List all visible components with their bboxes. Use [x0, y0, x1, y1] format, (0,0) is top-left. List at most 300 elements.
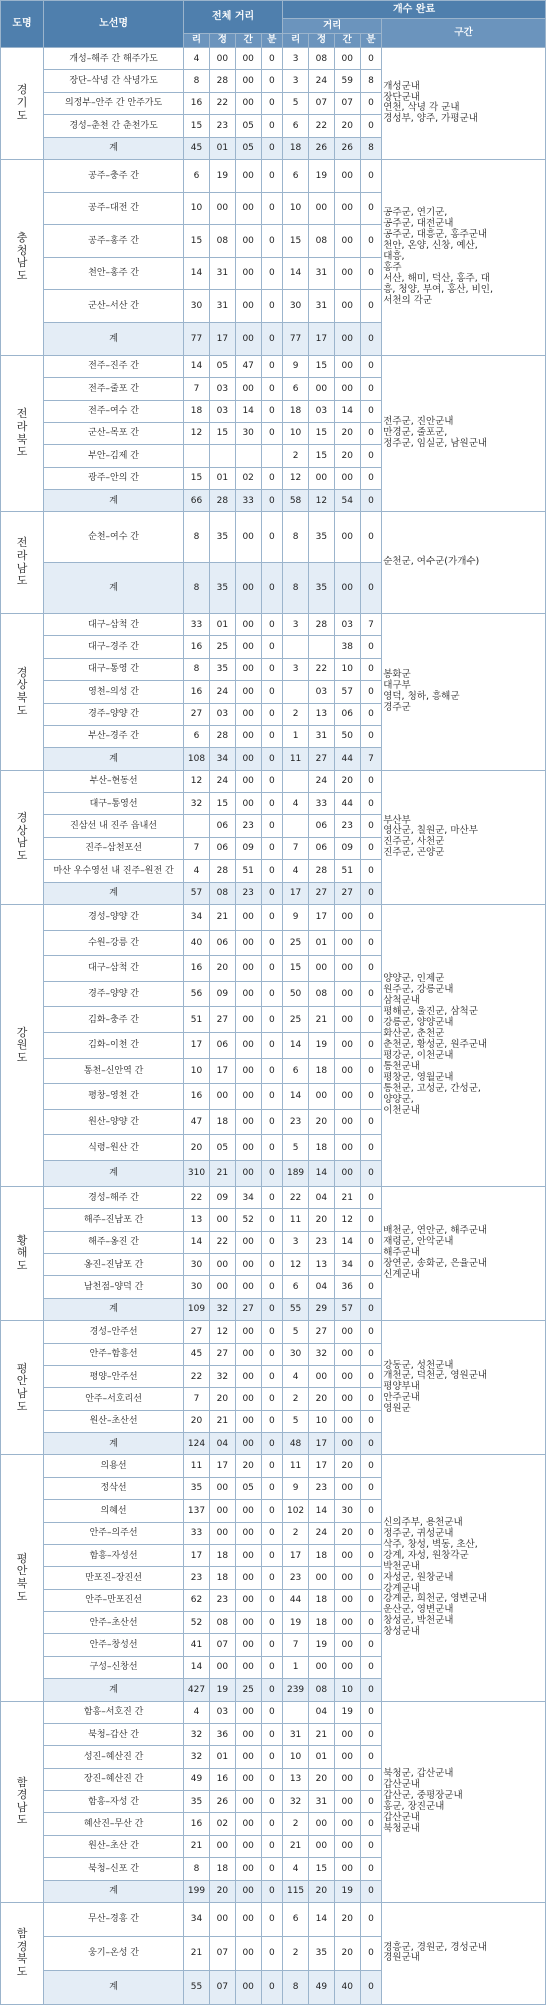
total-distance-bun: 0 — [261, 467, 283, 489]
total-distance-ri: 124 — [184, 1433, 210, 1455]
completed-distance-gan: 00 — [334, 1544, 360, 1566]
completed-distance-ri: 4 — [283, 1858, 309, 1880]
header-route: 노선명 — [44, 1, 184, 48]
total-distance-bun: 0 — [261, 1522, 283, 1544]
completed-distance-ri: 239 — [283, 1679, 309, 1701]
province-name-gyeongnam: 경 상 남 도 — [1, 770, 44, 904]
completed-distance-jeong: 01 — [308, 1746, 334, 1768]
total-distance-bun: 0 — [261, 793, 283, 815]
total-distance-ri: 51 — [184, 1007, 210, 1033]
total-distance-bun: 0 — [261, 490, 283, 512]
total-distance-bun: 0 — [261, 1388, 283, 1410]
total-distance-jeong: 24 — [209, 681, 235, 703]
completed-distance-bun: 0 — [360, 636, 382, 658]
completed-distance-bun: 0 — [360, 490, 382, 512]
total-distance-gan: 00 — [235, 1813, 261, 1835]
total-distance-bun: 0 — [261, 1746, 283, 1768]
route-name: 함흥–자성 간 — [44, 1791, 184, 1813]
completed-distance-jeong: 13 — [308, 703, 334, 725]
completed-distance-jeong: 04 — [308, 1186, 334, 1208]
total-distance-gan: 00 — [235, 1701, 261, 1723]
completed-distance-gan: 00 — [334, 192, 360, 225]
completed-distance-jeong: 08 — [308, 48, 334, 70]
completed-distance-ri: 6 — [283, 1058, 309, 1084]
completed-distance-jeong: 28 — [308, 614, 334, 636]
total-distance-jeong: 06 — [209, 1033, 235, 1059]
total-distance-bun: 0 — [261, 225, 283, 258]
total-distance-ri: 8 — [184, 512, 210, 563]
total-distance-bun: 0 — [261, 159, 283, 192]
completed-distance-bun: 0 — [360, 1084, 382, 1110]
total-distance-jeong: 04 — [209, 1433, 235, 1455]
total-distance-ri: 199 — [184, 1880, 210, 1902]
total-distance-bun: 0 — [261, 1033, 283, 1059]
total-distance-jeong: 17 — [209, 1058, 235, 1084]
total-distance-bun: 0 — [261, 860, 283, 882]
completed-distance-bun: 0 — [360, 48, 382, 70]
total-distance-ri: 30 — [184, 1254, 210, 1276]
route-name: 북청–갑산 간 — [44, 1723, 184, 1745]
total-distance-bun: 0 — [261, 1161, 283, 1187]
route-name: 안주–만포진선 — [44, 1589, 184, 1611]
total-distance-gan: 00 — [235, 1007, 261, 1033]
total-distance-gan: 34 — [235, 1186, 261, 1208]
completed-distance-jeong: 23 — [308, 1477, 334, 1499]
total-label: 계 — [44, 490, 184, 512]
completed-distance-bun: 0 — [360, 1567, 382, 1589]
total-distance-ri — [184, 815, 210, 837]
route-name: 공주–대전 간 — [44, 192, 184, 225]
total-distance-ri: 56 — [184, 981, 210, 1007]
completed-distance-ri: 7 — [283, 1634, 309, 1656]
total-distance-ri: 62 — [184, 1589, 210, 1611]
total-distance-jeong: 27 — [209, 1007, 235, 1033]
completed-distance-gan: 07 — [334, 92, 360, 114]
completed-distance-bun: 0 — [360, 1768, 382, 1790]
completed-distance-gan: 00 — [334, 1433, 360, 1455]
total-distance-jeong: 06 — [209, 930, 235, 956]
total-distance-gan: 00 — [235, 1276, 261, 1298]
route-name: 원산–초산선 — [44, 1410, 184, 1432]
completed-distance-gan: 19 — [334, 1701, 360, 1723]
total-distance-jeong: 00 — [209, 1084, 235, 1110]
completed-distance-gan: 20 — [334, 1455, 360, 1477]
completed-distance-ri: 2 — [283, 1813, 309, 1835]
total-distance-gan: 00 — [235, 1321, 261, 1343]
completed-distance-jeong: 13 — [308, 1254, 334, 1276]
total-distance-ri: 40 — [184, 930, 210, 956]
completed-distance-ri: 10 — [283, 422, 309, 444]
route-name: 진주–삼천포선 — [44, 837, 184, 859]
completed-distance-gan: 51 — [334, 860, 360, 882]
completed-distance-bun: 0 — [360, 837, 382, 859]
total-distance-ri: 57 — [184, 882, 210, 904]
route-name: 장진–혜산진 간 — [44, 1768, 184, 1790]
completed-distance-jeong: 21 — [308, 1007, 334, 1033]
route-name: 순천–여수 간 — [44, 512, 184, 563]
total-distance-bun: 0 — [261, 703, 283, 725]
total-label: 계 — [44, 1970, 184, 2004]
total-distance-jeong: 35 — [209, 658, 235, 680]
total-distance-bun: 0 — [261, 1365, 283, 1387]
completed-distance-bun: 0 — [360, 1835, 382, 1857]
completed-distance-gan: 00 — [334, 323, 360, 356]
total-distance-ri: 7 — [184, 378, 210, 400]
completed-distance-gan: 00 — [334, 1768, 360, 1790]
total-distance-gan: 00 — [235, 681, 261, 703]
completed-distance-bun: 0 — [360, 1058, 382, 1084]
completed-distance-jeong: 00 — [308, 1365, 334, 1387]
completed-distance-jeong: 17 — [308, 904, 334, 930]
completed-distance-bun: 0 — [360, 725, 382, 747]
completed-distance-ri: 23 — [283, 1567, 309, 1589]
completed-distance-gan: 00 — [334, 1058, 360, 1084]
completed-distance-bun: 0 — [360, 159, 382, 192]
province-name-hwanghae: 황 해 도 — [1, 1186, 44, 1320]
total-distance-ri: 14 — [184, 257, 210, 290]
completed-distance-ri: 102 — [283, 1500, 309, 1522]
route-name: 전주–줄포 간 — [44, 378, 184, 400]
completed-distance-jeong: 01 — [308, 930, 334, 956]
completed-distance-jeong: 15 — [308, 422, 334, 444]
total-distance-jeong: 00 — [209, 1902, 235, 1936]
completed-distance-ri: 30 — [283, 1343, 309, 1365]
total-distance-ri: 35 — [184, 1791, 210, 1813]
completed-distance-jeong: 35 — [308, 512, 334, 563]
completed-distance-jeong: 12 — [308, 490, 334, 512]
completed-distance-gan: 20 — [334, 770, 360, 792]
total-distance-gan: 00 — [235, 1858, 261, 1880]
total-distance-bun: 0 — [261, 904, 283, 930]
total-distance-jeong: 28 — [209, 725, 235, 747]
completed-distance-jeong: 33 — [308, 793, 334, 815]
completed-distance-ri: 18 — [283, 137, 309, 159]
province-name-pyeongbuk: 평 안 북 도 — [1, 1455, 44, 1701]
completed-distance-gan: 00 — [334, 1365, 360, 1387]
completed-distance-jeong: 00 — [308, 1656, 334, 1678]
route-name: 천안–홍주 간 — [44, 257, 184, 290]
completed-distance-ri: 5 — [283, 1410, 309, 1432]
completed-distance-ri: 8 — [283, 1970, 309, 2004]
completed-distance-gan: 10 — [334, 1679, 360, 1701]
completed-distance-bun: 8 — [360, 137, 382, 159]
total-distance-jeong: 00 — [209, 1276, 235, 1298]
total-distance-gan: 05 — [235, 1477, 261, 1499]
completed-distance-gan: 20 — [334, 1522, 360, 1544]
completed-distance-gan: 00 — [334, 1791, 360, 1813]
completed-distance-gan: 14 — [334, 400, 360, 422]
route-name: 수원–강릉 간 — [44, 930, 184, 956]
total-distance-jeong: 08 — [209, 1612, 235, 1634]
route-name: 만포진–장진선 — [44, 1567, 184, 1589]
completed-distance-gan: 00 — [334, 1813, 360, 1835]
completed-distance-jeong: 19 — [308, 1634, 334, 1656]
total-distance-gan: 00 — [235, 658, 261, 680]
completed-distance-bun: 0 — [360, 512, 382, 563]
completed-distance-ri: 17 — [283, 882, 309, 904]
completed-distance-bun: 0 — [360, 563, 382, 614]
total-distance-gan: 00 — [235, 1161, 261, 1187]
total-distance-gan: 00 — [235, 636, 261, 658]
completed-distance-jeong: 20 — [308, 1209, 334, 1231]
total-distance-bun: 0 — [261, 92, 283, 114]
completed-distance-ri: 14 — [283, 1084, 309, 1110]
total-distance-ri: 8 — [184, 1858, 210, 1880]
header-total-distance: 전체 거리 — [184, 1, 283, 34]
total-distance-bun — [261, 445, 283, 467]
total-distance-jeong: 25 — [209, 636, 235, 658]
header-distance: 거리 — [283, 19, 382, 34]
completed-distance-ri: 1 — [283, 1656, 309, 1678]
completed-distance-ri: 15 — [283, 225, 309, 258]
completed-distance-bun: 0 — [360, 956, 382, 982]
total-distance-jeong: 16 — [209, 1768, 235, 1790]
completed-distance-ri: 8 — [283, 512, 309, 563]
total-distance-jeong: 18 — [209, 1858, 235, 1880]
completed-distance-jeong: 26 — [308, 137, 334, 159]
total-distance-jeong: 00 — [209, 1477, 235, 1499]
total-distance-bun: 0 — [261, 1813, 283, 1835]
completed-distance-gan: 00 — [334, 467, 360, 489]
completed-distance-ri: 25 — [283, 930, 309, 956]
completed-distance-jeong: 00 — [308, 1567, 334, 1589]
route-name: 경성–안주선 — [44, 1321, 184, 1343]
total-distance-gan: 00 — [235, 512, 261, 563]
total-distance-bun: 0 — [261, 192, 283, 225]
total-distance-bun: 0 — [261, 1835, 283, 1857]
completed-distance-jeong: 23 — [308, 1231, 334, 1253]
completed-distance-jeong: 24 — [308, 70, 334, 92]
total-distance-gan: 25 — [235, 1679, 261, 1701]
total-distance-bun: 0 — [261, 1084, 283, 1110]
completed-distance-bun: 0 — [360, 422, 382, 444]
total-distance-gan: 00 — [235, 70, 261, 92]
completed-distance-gan: 00 — [334, 981, 360, 1007]
completed-distance-bun: 0 — [360, 1589, 382, 1611]
completed-distance-gan: 00 — [334, 1634, 360, 1656]
completed-distance-ri: 31 — [283, 1723, 309, 1745]
total-distance-jeong: 00 — [209, 1209, 235, 1231]
province-name-chungnam: 충 청 남 도 — [1, 159, 44, 355]
completed-distance-jeong: 00 — [308, 192, 334, 225]
total-distance-ri: 15 — [184, 115, 210, 137]
completed-distance-gan: 00 — [334, 1723, 360, 1745]
completed-distance-jeong: 18 — [308, 1589, 334, 1611]
total-distance-ri: 16 — [184, 681, 210, 703]
completed-distance-gan: 00 — [334, 1161, 360, 1187]
completed-distance-bun: 0 — [360, 1410, 382, 1432]
total-distance-jeong: 01 — [209, 137, 235, 159]
total-distance-bun: 0 — [261, 323, 283, 356]
total-distance-ri: 33 — [184, 614, 210, 636]
completed-distance-bun: 0 — [360, 1500, 382, 1522]
total-distance-jeong: 28 — [209, 860, 235, 882]
total-distance-ri: 11 — [184, 1455, 210, 1477]
completed-distance-jeong: 27 — [308, 882, 334, 904]
completed-distance-jeong: 19 — [308, 1033, 334, 1059]
completed-distance-gan: 03 — [334, 614, 360, 636]
total-distance-gan: 00 — [235, 703, 261, 725]
completed-distance-ri: 44 — [283, 1589, 309, 1611]
total-distance-bun: 0 — [261, 636, 283, 658]
completed-distance-bun: 0 — [360, 1298, 382, 1320]
total-distance-jeong: 20 — [209, 1388, 235, 1410]
total-label: 계 — [44, 1433, 184, 1455]
total-distance-gan — [235, 445, 261, 467]
total-distance-bun: 0 — [261, 422, 283, 444]
total-label: 계 — [44, 563, 184, 614]
route-name: 군산–목포 간 — [44, 422, 184, 444]
total-distance-jeong: 20 — [209, 956, 235, 982]
completed-distance-bun: 0 — [360, 882, 382, 904]
total-distance-ri: 10 — [184, 1058, 210, 1084]
total-distance-bun: 0 — [261, 1410, 283, 1432]
total-distance-bun: 0 — [261, 725, 283, 747]
completed-distance-ri: 77 — [283, 323, 309, 356]
completed-distance-bun: 0 — [360, 1656, 382, 1678]
total-distance-jeong: 23 — [209, 1589, 235, 1611]
completed-distance-bun: 0 — [360, 1161, 382, 1187]
completed-distance-jeong: 27 — [308, 1321, 334, 1343]
completed-distance-gan: 00 — [334, 257, 360, 290]
total-distance-jeong: 00 — [209, 1656, 235, 1678]
completed-distance-jeong: 32 — [308, 1343, 334, 1365]
section-description-gyeongbuk: 봉화군 대구부 영덕, 청하, 흥해군 경주군 — [382, 614, 546, 771]
completed-distance-bun: 0 — [360, 1109, 382, 1135]
province-name-hamnam: 함 경 남 도 — [1, 1701, 44, 1902]
completed-distance-gan: 20 — [334, 1936, 360, 1970]
route-name: 의혜선 — [44, 1500, 184, 1522]
province-name-hambuk: 함 경 북 도 — [1, 1902, 44, 2004]
completed-distance-bun: 0 — [360, 467, 382, 489]
completed-distance-gan: 00 — [334, 1007, 360, 1033]
total-distance-ri: 66 — [184, 490, 210, 512]
total-label: 계 — [44, 1298, 184, 1320]
route-name: 함흥–자성선 — [44, 1544, 184, 1566]
route-name: 안주–서호리선 — [44, 1388, 184, 1410]
total-distance-bun: 0 — [261, 48, 283, 70]
total-distance-gan: 27 — [235, 1298, 261, 1320]
completed-distance-gan: 00 — [334, 1343, 360, 1365]
completed-distance-ri: 6 — [283, 378, 309, 400]
unit-gan-done: 간 — [334, 34, 360, 48]
table-row — [1, 614, 546, 636]
total-distance-jeong: 21 — [209, 904, 235, 930]
completed-distance-bun: 0 — [360, 1701, 382, 1723]
completed-distance-ri: 3 — [283, 614, 309, 636]
total-distance-bun: 0 — [261, 614, 283, 636]
total-distance-ri: 22 — [184, 1365, 210, 1387]
total-distance-jeong: 22 — [209, 92, 235, 114]
completed-distance-gan: 14 — [334, 1231, 360, 1253]
total-distance-gan: 00 — [235, 1612, 261, 1634]
total-distance-ri: 15 — [184, 225, 210, 258]
total-distance-gan: 00 — [235, 1365, 261, 1387]
completed-distance-ri: 10 — [283, 1746, 309, 1768]
total-distance-bun: 0 — [261, 1936, 283, 1970]
total-distance-gan: 00 — [235, 614, 261, 636]
total-distance-bun: 0 — [261, 1723, 283, 1745]
completed-distance-gan: 00 — [334, 1477, 360, 1499]
completed-distance-ri: 189 — [283, 1161, 309, 1187]
completed-distance-jeong: 21 — [308, 1723, 334, 1745]
total-distance-ri: 427 — [184, 1679, 210, 1701]
route-name: 안주–창성선 — [44, 1634, 184, 1656]
total-distance-bun: 0 — [261, 1500, 283, 1522]
unit-jeong-done: 정 — [308, 34, 334, 48]
completed-distance-jeong: 28 — [308, 860, 334, 882]
completed-distance-bun: 0 — [360, 323, 382, 356]
total-distance-bun: 0 — [261, 658, 283, 680]
completed-distance-jeong: 06 — [308, 837, 334, 859]
route-name: 함흥–서호진 간 — [44, 1701, 184, 1723]
total-distance-bun: 0 — [261, 1612, 283, 1634]
completed-distance-jeong: 08 — [308, 225, 334, 258]
completed-distance-gan: 21 — [334, 1186, 360, 1208]
completed-distance-gan: 57 — [334, 1298, 360, 1320]
completed-distance-ri: 2 — [283, 1936, 309, 1970]
completed-distance-jeong: 49 — [308, 1970, 334, 2004]
completed-distance-jeong — [308, 636, 334, 658]
total-distance-jeong: 28 — [209, 490, 235, 512]
total-distance-jeong: 17 — [209, 323, 235, 356]
total-distance-bun: 0 — [261, 1567, 283, 1589]
completed-distance-bun: 0 — [360, 981, 382, 1007]
total-distance-gan: 00 — [235, 1231, 261, 1253]
completed-distance-ri: 4 — [283, 793, 309, 815]
completed-distance-bun: 0 — [360, 1135, 382, 1161]
total-distance-ri: 310 — [184, 1161, 210, 1187]
total-distance-gan: 00 — [235, 378, 261, 400]
route-name: 북청–신포 간 — [44, 1858, 184, 1880]
total-distance-gan: 00 — [235, 159, 261, 192]
completed-distance-bun: 7 — [360, 748, 382, 770]
total-distance-gan: 00 — [235, 793, 261, 815]
completed-distance-bun: 0 — [360, 1033, 382, 1059]
total-distance-jeong: 32 — [209, 1365, 235, 1387]
completed-distance-jeong: 31 — [308, 290, 334, 323]
completed-distance-gan: 00 — [334, 956, 360, 982]
total-distance-ri: 23 — [184, 1567, 210, 1589]
total-distance-gan: 00 — [235, 1768, 261, 1790]
total-label: 계 — [44, 137, 184, 159]
total-distance-bun: 0 — [261, 1679, 283, 1701]
province-name-jeonnam: 전 라 남 도 — [1, 512, 44, 614]
total-distance-jeong: 07 — [209, 1970, 235, 2004]
completed-distance-gan: 54 — [334, 490, 360, 512]
completed-distance-ri: 12 — [283, 467, 309, 489]
completed-distance-gan: 00 — [334, 563, 360, 614]
route-name: 김화–이천 간 — [44, 1033, 184, 1059]
completed-distance-ri: 48 — [283, 1433, 309, 1455]
total-distance-ri: 12 — [184, 770, 210, 792]
total-distance-bun: 0 — [261, 1186, 283, 1208]
total-distance-jeong: 00 — [209, 192, 235, 225]
unit-gan: 간 — [235, 34, 261, 48]
completed-distance-bun: 0 — [360, 1858, 382, 1880]
total-distance-bun: 0 — [261, 1433, 283, 1455]
total-distance-gan: 00 — [235, 1567, 261, 1589]
completed-distance-bun: 0 — [360, 400, 382, 422]
completed-distance-ri: 55 — [283, 1298, 309, 1320]
total-distance-bun: 0 — [261, 290, 283, 323]
completed-distance-ri: 13 — [283, 1768, 309, 1790]
total-distance-jeong: 05 — [209, 355, 235, 377]
total-distance-jeong: 31 — [209, 257, 235, 290]
total-distance-gan: 00 — [235, 1033, 261, 1059]
total-distance-bun: 0 — [261, 1477, 283, 1499]
completed-distance-bun: 0 — [360, 1936, 382, 1970]
